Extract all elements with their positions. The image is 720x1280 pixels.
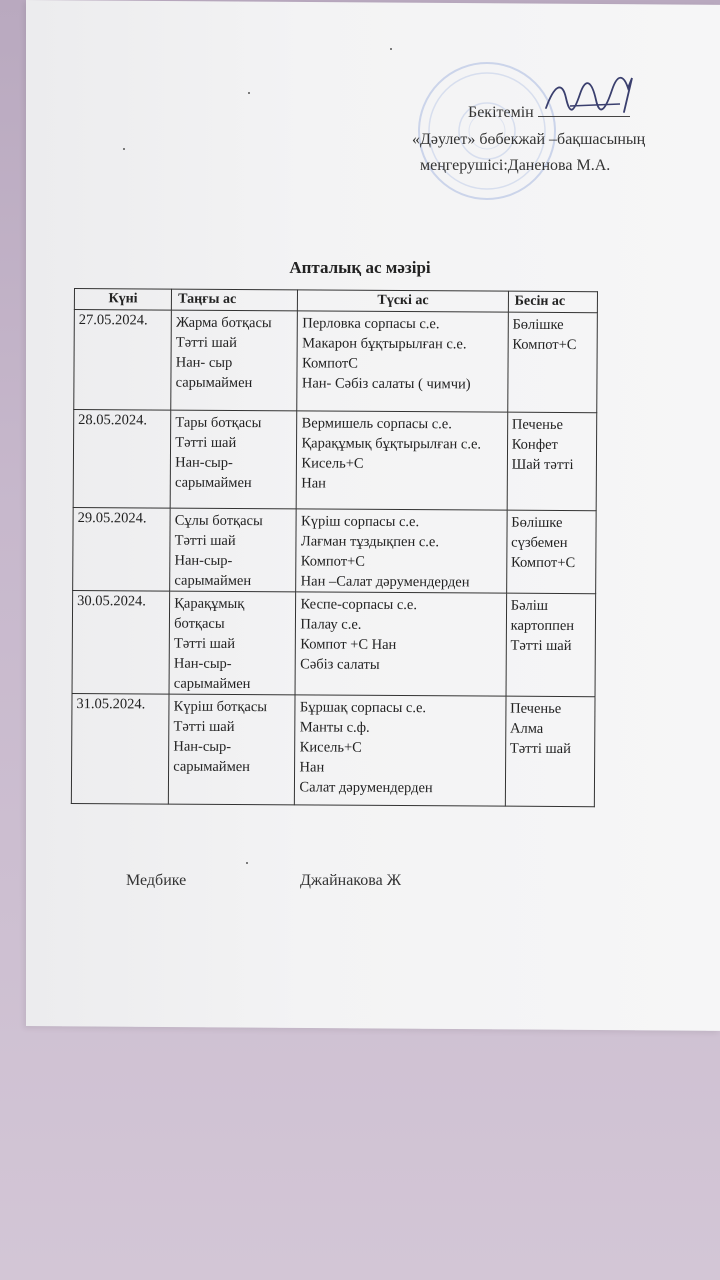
breakfast-line: Нан-сыр-	[173, 655, 232, 672]
snack-line: Бөлішке	[512, 316, 564, 333]
lunch-line: Нан	[301, 475, 327, 492]
lunch-line: Нан	[299, 759, 325, 776]
breakfast-line: сарымаймен	[175, 374, 253, 392]
speck	[123, 148, 125, 150]
lunch-line: Перловка сорпасы с.е.	[302, 315, 440, 333]
table-row	[71, 693, 595, 806]
head-name: меңгерушісі:Даненова М.А.	[420, 157, 611, 174]
cell-breakfast	[170, 410, 297, 509]
speck	[246, 862, 248, 864]
cell-lunch	[296, 509, 507, 593]
breakfast-line: Нан-сыр-	[174, 552, 233, 569]
breakfast-line: Күріш ботқасы	[173, 698, 268, 716]
snack-line: сүзбемен	[511, 534, 568, 552]
footer-name: Джайнакова Ж	[300, 872, 402, 889]
snack-line: Печенье	[510, 700, 562, 717]
breakfast-line: Нан-сыр-	[175, 454, 233, 471]
snack-line: Компот+С	[510, 554, 576, 572]
breakfast-line: Тары ботқасы	[175, 414, 262, 432]
cell-date: 29.05.2024.	[73, 507, 171, 591]
footer-role: Медбике	[126, 872, 187, 889]
snack-line: Компот+С	[512, 336, 577, 354]
breakfast-line: сарымаймен	[174, 474, 252, 492]
lunch-line: Компот+С	[300, 553, 365, 570]
snack-line: Тәтті шай	[510, 637, 572, 655]
signature-line	[538, 116, 630, 117]
cell-snack	[507, 412, 597, 511]
table-row	[72, 590, 596, 696]
page-title: Апталық ас мәзірі	[289, 258, 431, 277]
cell-snack	[505, 696, 595, 807]
lunch-line: Күріш сорпасы с.е.	[301, 513, 420, 531]
header-breakfast: Таңғы ас	[172, 289, 298, 311]
lunch-line: Вермишель сорпасы с.е.	[301, 415, 452, 433]
cell-lunch	[296, 592, 507, 696]
snack-line: Бөлішке	[511, 514, 563, 531]
breakfast-line: Нан-сыр-	[173, 738, 232, 755]
breakfast-line: Қарақұмық	[174, 595, 245, 613]
lunch-line: Макарон бұқтырылған с.е.	[302, 335, 467, 353]
table-row	[73, 507, 596, 593]
breakfast-line: Тәтті шай	[173, 718, 235, 735]
header-date: Күні	[74, 289, 171, 311]
snack-line: картоппен	[510, 617, 575, 635]
breakfast-line: сарымаймен	[173, 758, 251, 776]
breakfast-line: ботқасы	[174, 615, 225, 632]
approval-block	[388, 98, 718, 181]
lunch-line: Қарақұмық бұқтырылған с.е.	[301, 435, 482, 453]
lunch-line: Сәбіз салаты	[300, 656, 380, 673]
cell-lunch	[295, 695, 506, 806]
speck	[390, 48, 392, 50]
breakfast-line: Тәтті шай	[173, 635, 236, 652]
approve-label: Бекітемін	[468, 104, 534, 121]
cell-breakfast	[170, 508, 297, 592]
cell-date: 27.05.2024.	[74, 310, 172, 411]
lunch-line: Компот +С Нан	[300, 636, 397, 653]
weekly-menu-table	[71, 288, 598, 807]
lunch-line: Салат дәрумендерден	[299, 779, 433, 797]
kindergarten-name: «Дәулет» бөбекжай –бақшасының	[412, 131, 646, 148]
lunch-line: КомпотС	[301, 355, 359, 372]
cell-date: 28.05.2024.	[73, 410, 171, 509]
breakfast-line: сарымаймен	[173, 675, 251, 693]
cell-date: 30.05.2024.	[72, 590, 170, 694]
lunch-line: Палау с.е.	[300, 616, 362, 633]
cell-lunch	[297, 411, 508, 510]
breakfast-line: Нан- сыр	[175, 354, 233, 371]
lunch-line: Лағман тұздықпен с.е.	[300, 533, 440, 551]
table-row	[73, 410, 597, 511]
breakfast-line: Тәтті шай	[174, 532, 236, 549]
breakfast-line: Тәтті шай	[175, 434, 237, 451]
cell-breakfast	[169, 591, 296, 695]
cell-snack	[506, 593, 596, 697]
breakfast-line: Жарма ботқасы	[175, 314, 272, 332]
snack-line: Конфет	[511, 436, 558, 453]
lunch-line: Кисель+С	[301, 455, 364, 472]
cell-breakfast	[171, 310, 298, 411]
breakfast-line: Тәтті шай	[175, 334, 237, 351]
lunch-line: Кеспе-сорпасы с.е.	[300, 596, 418, 614]
cell-breakfast	[169, 694, 296, 805]
lunch-line: Нан- Сәбіз салаты ( чимчи)	[301, 375, 471, 393]
cell-date: 31.05.2024.	[71, 693, 169, 804]
lunch-line: Нан –Салат дәрумендерден	[300, 573, 470, 591]
speck	[248, 92, 250, 94]
breakfast-line: сарымаймен	[174, 572, 252, 590]
lunch-line: Манты с.ф.	[299, 719, 370, 736]
snack-line: Печенье	[511, 416, 564, 433]
header-lunch: Түскі ас	[298, 290, 508, 312]
cell-lunch	[297, 311, 508, 412]
table-row	[74, 310, 598, 413]
snack-line: Тәтті шай	[509, 740, 571, 758]
cell-snack	[506, 510, 596, 594]
snack-line: Алма	[509, 720, 544, 737]
cell-snack	[507, 312, 597, 413]
header-snack: Бесін ас	[508, 291, 597, 313]
snack-line: Шай тәтті	[511, 456, 574, 474]
lunch-line: Бұршақ сорпасы с.е.	[299, 699, 427, 717]
lunch-line: Кисель+С	[299, 739, 362, 756]
snack-line: Бәліш	[510, 597, 549, 614]
breakfast-line: Сұлы ботқасы	[174, 512, 263, 530]
